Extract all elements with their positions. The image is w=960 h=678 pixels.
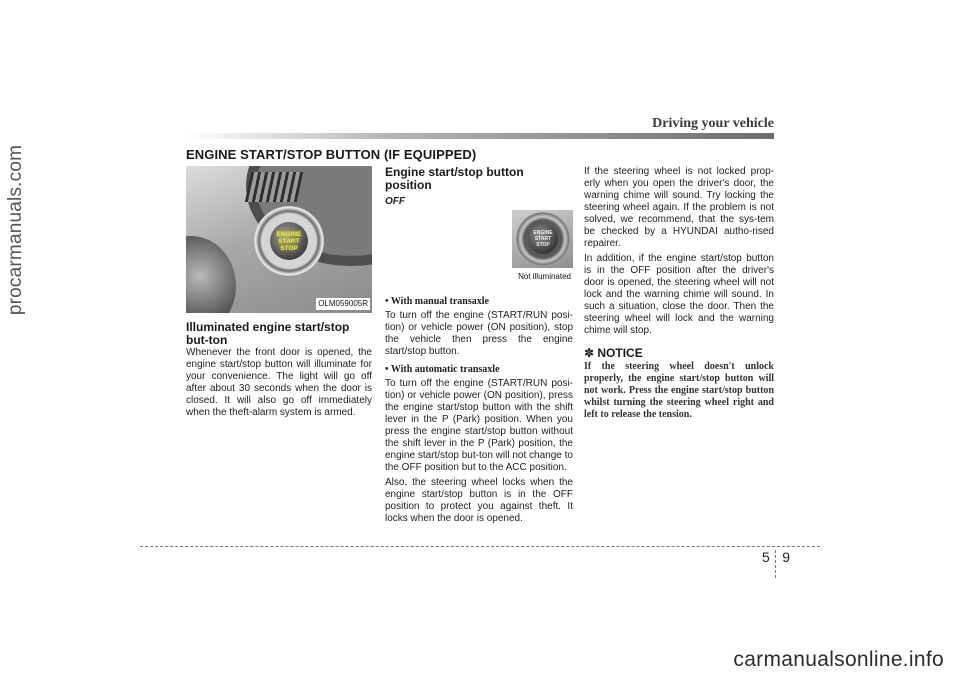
chapter-title: Driving your vehicle [652, 116, 774, 131]
section-number: 5 [762, 549, 770, 565]
automatic-transaxle-heading: • With automatic transaxle [385, 364, 500, 375]
start-stop-button-image [512, 210, 573, 268]
manual-transaxle-body: To turn off the engine (START/RUN posi-tion) or vehicle power (ON position), stop the vehicle then press the engine start/stop button. [385, 310, 573, 357]
off-button-figure [385, 210, 573, 290]
illuminated-heading: Illuminated engine start/stop but-ton [186, 320, 350, 347]
air-vent [186, 236, 236, 313]
illuminated-start-stop-button [270, 222, 308, 260]
automatic-transaxle-body: To turn off the engine (START/RUN posi-tion) or vehicle power (ON position), press the engine start/stop button with the shift lever in the P (Park) position. When you press the engine start/stop button without the shift lever in the P (Park) position, the engine start/stop but-ton will not change to the OFF position but to the ACC position. [385, 378, 573, 473]
button-text-start: START [534, 236, 552, 242]
column-2 [385, 166, 573, 528]
manual-transaxle-heading: • With manual transaxle [385, 296, 489, 307]
page-number-value: 9 [782, 549, 790, 565]
steering-warning-para: If the steering wheel is not locked prop-erly when you open the driver's door, the warning chime will sound. Try locking the steering wheel again. If the problem is not solved, we recommend, that the sys-tem be checked by a HYUNDAI autho-rised repairer. [584, 166, 774, 249]
notice-title: ✽ NOTICE [584, 346, 643, 360]
column-1 [186, 166, 372, 422]
bottom-watermark: carmanualsonline.info [733, 648, 944, 671]
side-watermark [2, 60, 30, 400]
photo-code: OLM059005R [318, 299, 368, 308]
illuminated-body: Whenever the front door is opened, the engine start/stop button will illuminate for your convenience. The light will go off after about 30 seconds when the door is closed. It will also go off immediately when the theft-alarm system is armed. [186, 347, 372, 418]
side-watermark-text: procarmanuals.com [5, 144, 26, 316]
button-text-engine: ENGINE [533, 230, 553, 236]
section-title: ENGINE START/STOP BUTTON (IF EQUIPPED) [186, 147, 477, 162]
column-3 [584, 166, 774, 421]
photo-button-text-start: START [278, 237, 300, 245]
footer-divider [140, 546, 820, 547]
button-caption: Not illuminated [518, 272, 571, 281]
button-text-stop: STOP [536, 242, 550, 248]
door-warning-para: In addition, if the engine start/stop button is in the OFF position after the driver's door is opened, the steering wheel will not lock and the warning chime will sound. In such a situation, close the door. Then the steering wheel will lock and the warning chime will stop. [584, 253, 774, 336]
photo-button-text-engine: ENGINE [276, 230, 302, 238]
off-label: OFF [385, 196, 405, 207]
photo-button-text-stop: STOP [280, 244, 298, 252]
dashboard-photo [186, 166, 372, 313]
notice-body: If the steering wheel doesn't unlock properly, the engine start/stop button will not work. Press the engine start/stop button whilst turning the steering wheel right and left to release the tension. [584, 361, 774, 420]
page-number [762, 549, 790, 565]
header-bar [184, 133, 774, 139]
steering-lock-body: Also, the steering wheel locks when the engine start/stop button is in the OFF position to protect you against theft. It locks when the door is opened. [385, 477, 573, 524]
position-heading: Engine start/stop button position [385, 165, 524, 192]
